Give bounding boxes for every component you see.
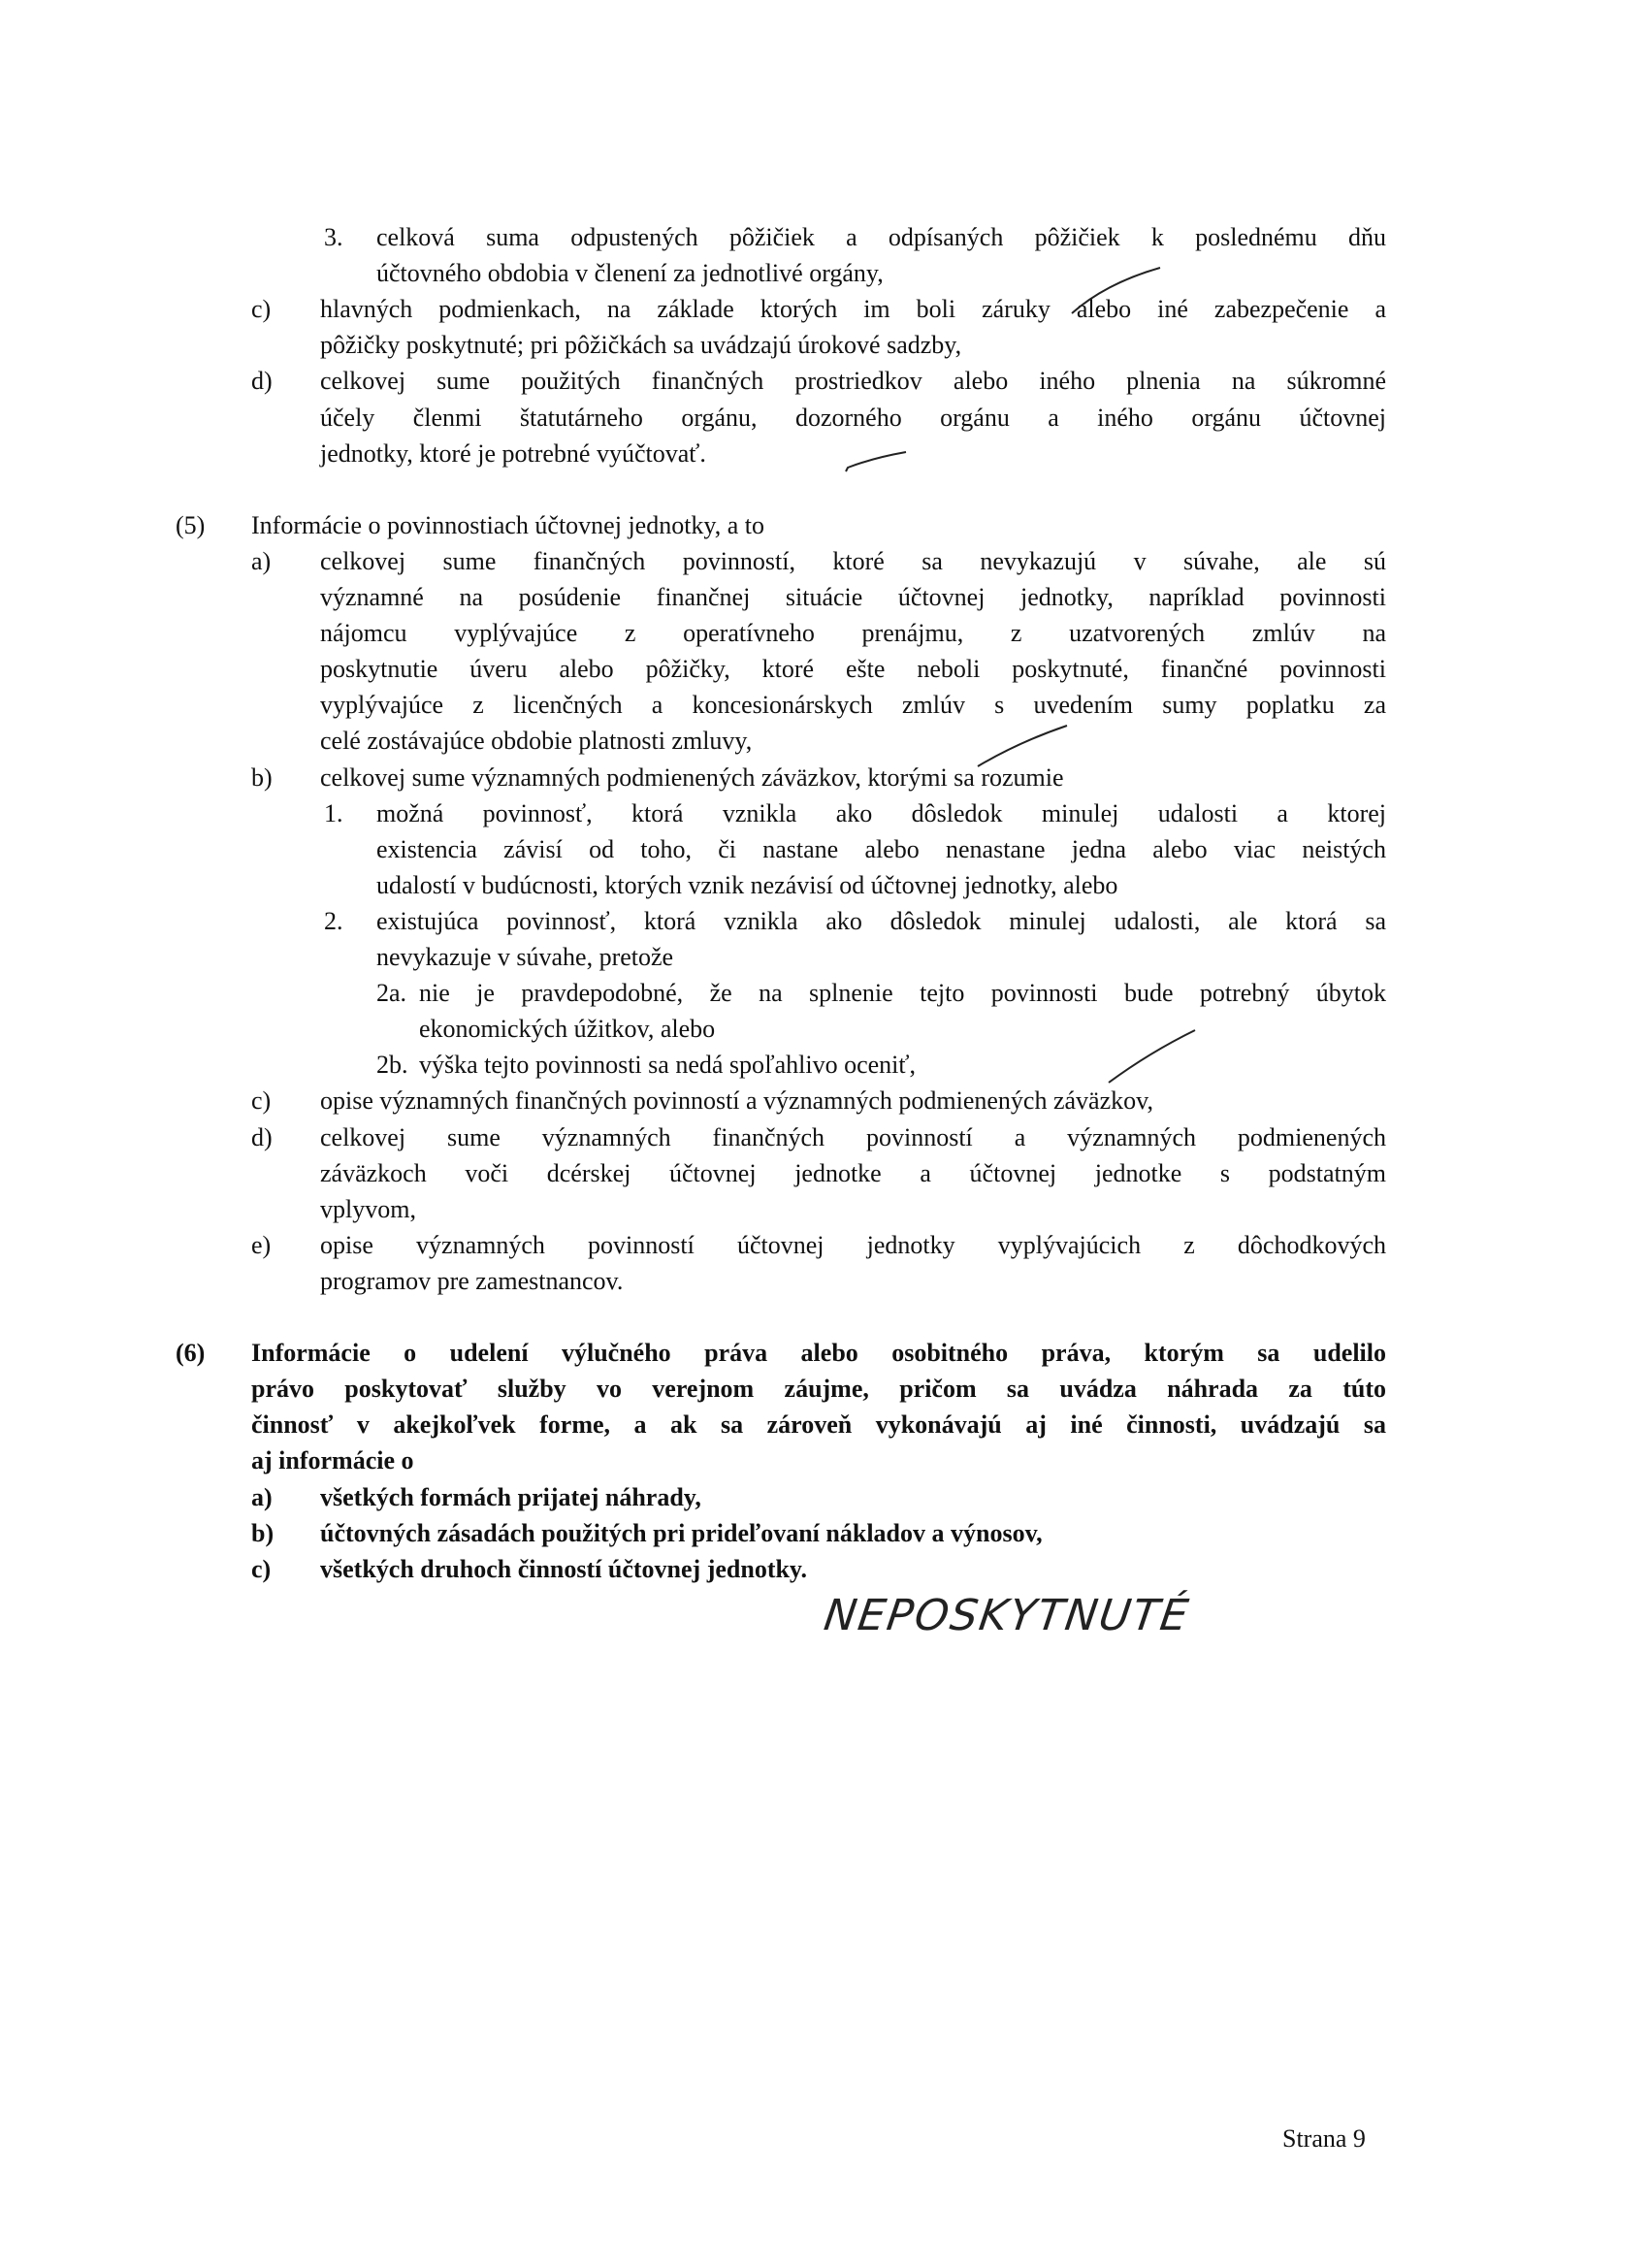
item-text-line: právo poskytovať služby vo verejnom záujme, pričom sa uvádza náhrada za túto	[251, 1375, 1386, 1404]
item-text-line: poskytnutie úveru alebo pôžičky, ktoré ešte neboli poskytnuté, finančné povinnosti	[320, 655, 1386, 684]
item-text-line: nie je pravdepodobné, že na splnenie tejto povinnosti bude potrebný úbytok	[419, 979, 1386, 1008]
item-text-line: významné na posúdenie finančnej situácie účtovnej jednotky, napríklad povinnosti	[320, 583, 1386, 611]
item-text-line: existencia závisí od toho, či nastane alebo nenastane jedna alebo viac neistých	[376, 834, 1386, 863]
item-text-line: Informácie o udelení výlučného práva alebo osobitného práva, ktorým sa udelilo	[251, 1339, 1386, 1368]
item-text-line: nevykazuje v súvahe, pretože	[376, 943, 674, 971]
item-text-line: celkovej sume finančných povinností, ktoré sa nevykazujú v súvahe, ale sú	[320, 546, 1386, 575]
page-number: Strana 9	[1282, 2124, 1366, 2153]
check-mark-icon	[846, 452, 906, 471]
item-label: a)	[251, 1482, 273, 1511]
item-label: c)	[251, 1554, 272, 1583]
item-text-line: účely členmi štatutárneho orgánu, dozorného orgánu a iného orgánu účtovnej	[320, 403, 1386, 432]
item-text-line: možná povinnosť, ktorá vznikla ako dôsledok minulej udalosti a ktorej	[376, 798, 1386, 827]
item-label: 3.	[324, 223, 343, 251]
item-text-line: jednotky, ktoré je potrebné vyúčtovať.	[320, 438, 706, 468]
item-label: d)	[251, 1122, 273, 1151]
item-label: e)	[251, 1230, 272, 1259]
item-text-line: vyplývajúce z licenčných a koncesionárskych zmlúv s uvedením sumy poplatku za	[320, 691, 1386, 720]
item-label: (5)	[176, 510, 206, 539]
item-text-line: hlavných podmienkach, na základe ktorých im boli záruky alebo iné zabezpečenie a	[320, 295, 1386, 324]
item-text-line: celkovej sume významných finančných povinností a významných podmienených	[320, 1122, 1386, 1151]
item-text-line: všetkých formách prijatej náhrady,	[320, 1482, 701, 1511]
item-text-line: opise významných finančných povinností a významných podmienených záväzkov,	[320, 1086, 1153, 1116]
item-label: d)	[251, 367, 273, 396]
item-text-line: vplyvom,	[320, 1194, 416, 1223]
item-label: 2b.	[376, 1051, 408, 1080]
item-text-line: výška tejto povinnosti sa nedá spoľahlivo oceniť,	[419, 1051, 916, 1080]
item-label: 2a.	[376, 979, 407, 1008]
item-text-line: celé zostávajúce obdobie platnosti zmluvy,	[320, 727, 753, 756]
item-text-line: existujúca povinnosť, ktorá vznikla ako dôsledok minulej udalosti, ale ktorá sa	[376, 906, 1386, 935]
item-label: (6)	[176, 1339, 206, 1368]
item-text-line: opise významných povinností účtovnej jednotky vyplývajúcich z dôchodkových	[320, 1230, 1386, 1259]
handwritten-note: NEPOSKYTNUTÉ	[821, 1591, 1193, 1640]
item-label: b)	[251, 762, 273, 792]
item-text-line: ekonomických úžitkov, alebo	[419, 1015, 716, 1044]
item-text-line: účtovných zásadách použitých pri prideľovaní nákladov a výnosov,	[320, 1518, 1043, 1547]
item-label: b)	[251, 1518, 275, 1547]
item-text-line: celkovej sume významných podmienených záväzkov, ktorými sa rozumie	[320, 762, 1064, 792]
item-text-line: Informácie o povinnostiach účtovnej jednotky, a to	[251, 510, 765, 539]
item-text-line: pôžičky poskytnuté; pri pôžičkách sa uvádzajú úrokové sadzby,	[320, 331, 962, 360]
item-text-line: záväzkoch voči dcérskej účtovnej jednotke a účtovnej jednotke s podstatným	[320, 1158, 1386, 1187]
item-label: a)	[251, 546, 272, 575]
item-text-line: nájomcu vyplývajúce z operatívneho prenájmu, z uzatvorených zmlúv na	[320, 619, 1386, 648]
item-text-line: aj informácie o	[251, 1446, 414, 1475]
item-text-line: programov pre zamestnancov.	[320, 1266, 624, 1295]
item-label: 2.	[324, 906, 343, 935]
item-text-line: účtovného obdobia v členení za jednotlivé orgány,	[376, 259, 884, 288]
item-text-line: všetkých druhoch činností účtovnej jednotky.	[320, 1554, 807, 1583]
item-label: c)	[251, 295, 272, 324]
item-text-line: celková suma odpustených pôžičiek a odpísaných pôžičiek k poslednému dňu	[376, 223, 1386, 251]
check-mark-icon	[1109, 1030, 1195, 1083]
item-label: 1.	[324, 798, 343, 827]
item-text-line: celkovej sume použitých finančných prostriedkov alebo iného plnenia na súkromné	[320, 367, 1386, 396]
item-label: c)	[251, 1086, 272, 1116]
item-text-line: činnosť v akejkoľvek forme, a ak sa zároveň vykonávajú aj iné činnosti, uvádzajú sa	[251, 1410, 1386, 1440]
item-text-line: udalostí v budúcnosti, ktorých vznik nezávisí od účtovnej jednotky, alebo	[376, 870, 1118, 899]
